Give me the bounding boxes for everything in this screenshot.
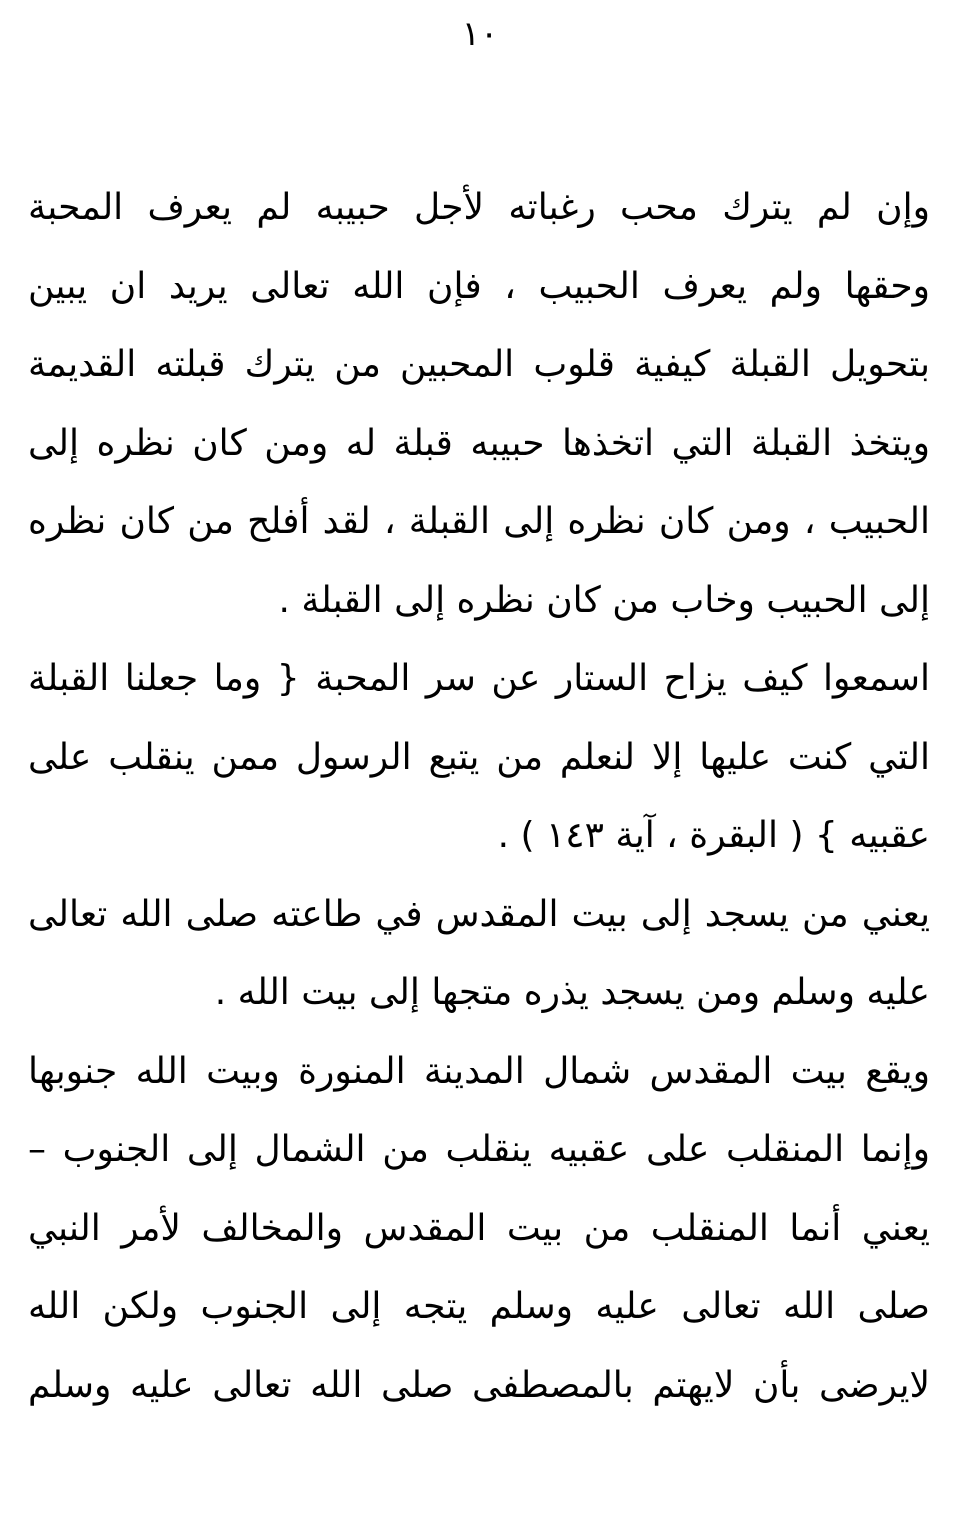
text-line: يعني أنما المنقلب من بيت المقدس والمخالف لأمر النبي [28,1207,930,1249]
text-line: اسمعوا كيف يزاح الستار عن سر المحبة { وما جعلنا القبلة [28,658,930,699]
page-number: ١٠ [461,14,499,54]
text-line: عليه وسلم ومن يسجد يذره متجها إلى بيت الله . [214,972,930,1013]
text-line: ويتخذ القبلة التي اتخذها حبيبه قبلة له ومن كان نظره إلى [28,422,930,464]
text-line: إلى الحبيب وخاب من كان نظره إلى القبلة . [278,579,930,621]
text-line: ويقع بيت المقدس شمال المدينة المنورة وبيت الله جنوبها [28,1050,930,1092]
text-line: لايرضى بأن لايهتم بالمصطفى صلى الله تعالى عليه وسلم [28,1364,930,1406]
text-line: بتحويل القبلة كيفية قلوب المحبين من يترك قبلته القديمة [28,344,930,385]
text-line: التي كنت عليها إلا لنعلم من يتبع الرسول ممن ينقلب على [28,736,930,778]
text-line: وإن لم يترك محب رغباته لأجل حبيبه لم يعرف المحبة [28,187,930,228]
text-line: عقبيه } ( البقرة ، آية ١٤٣ ) . [497,815,930,856]
page-body-text [28,178,930,1434]
text-line: وحقها ولم يعرف الحبيب ، فإن الله تعالى يريد ان يبين [28,265,930,307]
text-line: يعني من يسجد إلى بيت المقدس في طاعته صلى الله تعالى [28,893,930,935]
text-line: الحبيب ، ومن كان نظره إلى القبلة ، لقد أفلح من كان نظره [28,501,930,542]
text-line: وإنما المنقلب على عقبيه ينقلب من الشمال إلى الجنوب – [28,1129,930,1170]
text-line: صلى الله تعالى عليه وسلم يتجه إلى الجنوب ولكن الله [28,1286,930,1327]
